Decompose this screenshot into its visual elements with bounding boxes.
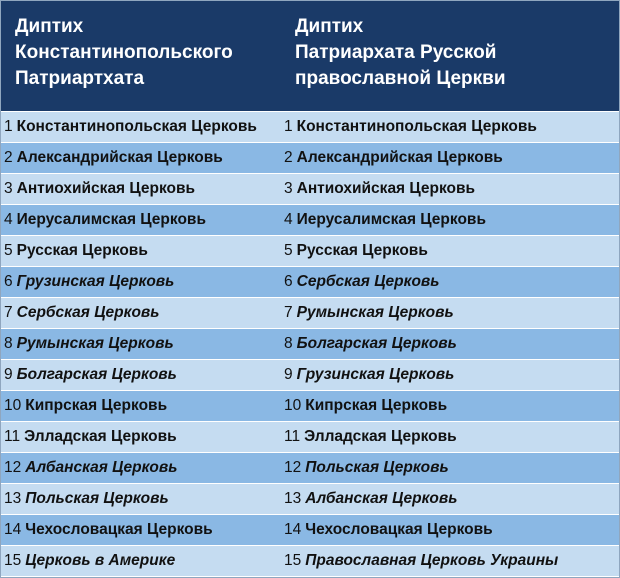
table-row: [1, 421, 619, 452]
header-constantinople: [1, 1, 281, 111]
header-line: Диптих: [15, 16, 84, 37]
rank-number: 1: [4, 118, 13, 135]
rank-number: 7: [4, 304, 13, 321]
table-row: [1, 359, 619, 390]
cell-constantinople: [1, 335, 281, 353]
header-russian: [281, 1, 619, 111]
rank-number: 1: [284, 118, 293, 135]
table-row: [1, 452, 619, 483]
rank-number: 9: [284, 366, 293, 383]
church-name: Константинопольская Церковь: [296, 118, 537, 135]
cell-constantinople: [1, 490, 281, 508]
cell-russian: [281, 242, 619, 260]
table-row: [1, 514, 619, 545]
church-name: Польская Церковь: [25, 490, 169, 507]
rank-number: 4: [4, 211, 13, 228]
cell-russian: [281, 304, 619, 322]
cell-constantinople: [1, 273, 281, 291]
rank-number: 2: [4, 149, 13, 166]
cell-russian: [281, 118, 619, 136]
rank-number: 15: [284, 552, 302, 569]
cell-russian: [281, 149, 619, 167]
cell-russian: [281, 459, 619, 477]
header-line: православной Церкви: [295, 68, 506, 89]
table-row: [1, 173, 619, 204]
church-name: Русская Церковь: [296, 242, 428, 259]
cell-constantinople: [1, 552, 281, 570]
rank-number: 12: [4, 459, 22, 476]
header-line: Диптих: [295, 16, 364, 37]
table-row: [1, 204, 619, 235]
rank-number: 9: [4, 366, 13, 383]
table-row: [1, 328, 619, 359]
rank-number: 10: [284, 397, 302, 414]
church-name: Румынская Церковь: [296, 304, 454, 321]
church-name: Чехословацкая Церковь: [305, 521, 493, 538]
church-name: Иерусалимская Церковь: [296, 211, 486, 228]
cell-russian: [281, 490, 619, 508]
rank-number: 7: [284, 304, 293, 321]
cell-russian: [281, 397, 619, 415]
rank-number: 2: [284, 149, 293, 166]
cell-russian: [281, 428, 619, 446]
table-row: [1, 235, 619, 266]
rank-number: 4: [284, 211, 293, 228]
church-name: Кипрская Церковь: [25, 397, 168, 414]
cell-constantinople: [1, 397, 281, 415]
cell-constantinople: [1, 242, 281, 260]
cell-russian: [281, 552, 619, 570]
rank-number: 14: [284, 521, 302, 538]
table-row: [1, 545, 619, 576]
rank-number: 13: [4, 490, 22, 507]
church-name: Православная Церковь Украины: [305, 552, 559, 569]
cell-russian: [281, 180, 619, 198]
church-name: Польская Церковь: [305, 459, 449, 476]
table-row: [1, 266, 619, 297]
cell-constantinople: [1, 118, 281, 136]
rank-number: 5: [284, 242, 293, 259]
rank-number: 8: [284, 335, 293, 352]
church-name: Сербская Церковь: [296, 273, 440, 290]
rank-number: 3: [284, 180, 293, 197]
church-name: Кипрская Церковь: [305, 397, 448, 414]
church-name: Русская Церковь: [16, 242, 148, 259]
rank-number: 3: [4, 180, 13, 197]
church-name: Сербская Церковь: [16, 304, 160, 321]
table-header: [1, 1, 619, 111]
church-name: Иерусалимская Церковь: [16, 211, 206, 228]
rank-number: 14: [4, 521, 22, 538]
church-name: Элладская Церковь: [304, 428, 457, 445]
table-row: [1, 111, 619, 142]
header-line: Константинопольского: [15, 42, 233, 63]
church-name: Грузинская Церковь: [296, 366, 455, 383]
table-row: [1, 297, 619, 328]
church-name: Константинопольская Церковь: [16, 118, 257, 135]
church-name: Болгарская Церковь: [16, 366, 177, 383]
cell-constantinople: [1, 180, 281, 198]
table-row: [1, 390, 619, 421]
rank-number: 10: [4, 397, 22, 414]
cell-russian: [281, 366, 619, 384]
rank-number: 6: [4, 273, 13, 290]
rank-number: 12: [284, 459, 302, 476]
cell-constantinople: [1, 211, 281, 229]
cell-constantinople: [1, 459, 281, 477]
church-name: Антиохийская Церковь: [296, 180, 476, 197]
cell-russian: [281, 211, 619, 229]
cell-constantinople: [1, 304, 281, 322]
cell-russian: [281, 273, 619, 291]
church-name: Александрийская Церковь: [296, 149, 503, 166]
church-name: Антиохийская Церковь: [16, 180, 196, 197]
rank-number: 11: [284, 428, 301, 445]
church-name: Румынская Церковь: [16, 335, 174, 352]
header-line: Патриартхата: [15, 68, 145, 89]
church-name: Элладская Церковь: [24, 428, 177, 445]
header-line: Патриархата Русской: [295, 42, 497, 63]
cell-russian: [281, 335, 619, 353]
church-name: Церковь в Америке: [25, 552, 176, 569]
rank-number: 15: [4, 552, 22, 569]
cell-constantinople: [1, 149, 281, 167]
table-body: [1, 111, 619, 577]
rank-number: 8: [4, 335, 13, 352]
table-row: [1, 142, 619, 173]
church-name: Албанская Церковь: [25, 459, 178, 476]
church-name: Александрийская Церковь: [16, 149, 223, 166]
rank-number: 11: [4, 428, 21, 445]
cell-russian: [281, 521, 619, 539]
church-name: Чехословацкая Церковь: [25, 521, 213, 538]
rank-number: 6: [284, 273, 293, 290]
cell-constantinople: [1, 521, 281, 539]
cell-constantinople: [1, 366, 281, 384]
cell-constantinople: [1, 428, 281, 446]
rank-number: 5: [4, 242, 13, 259]
church-name: Болгарская Церковь: [296, 335, 457, 352]
church-name: Грузинская Церковь: [16, 273, 175, 290]
table-row: [1, 483, 619, 514]
church-name: Албанская Церковь: [305, 490, 458, 507]
rank-number: 13: [284, 490, 302, 507]
